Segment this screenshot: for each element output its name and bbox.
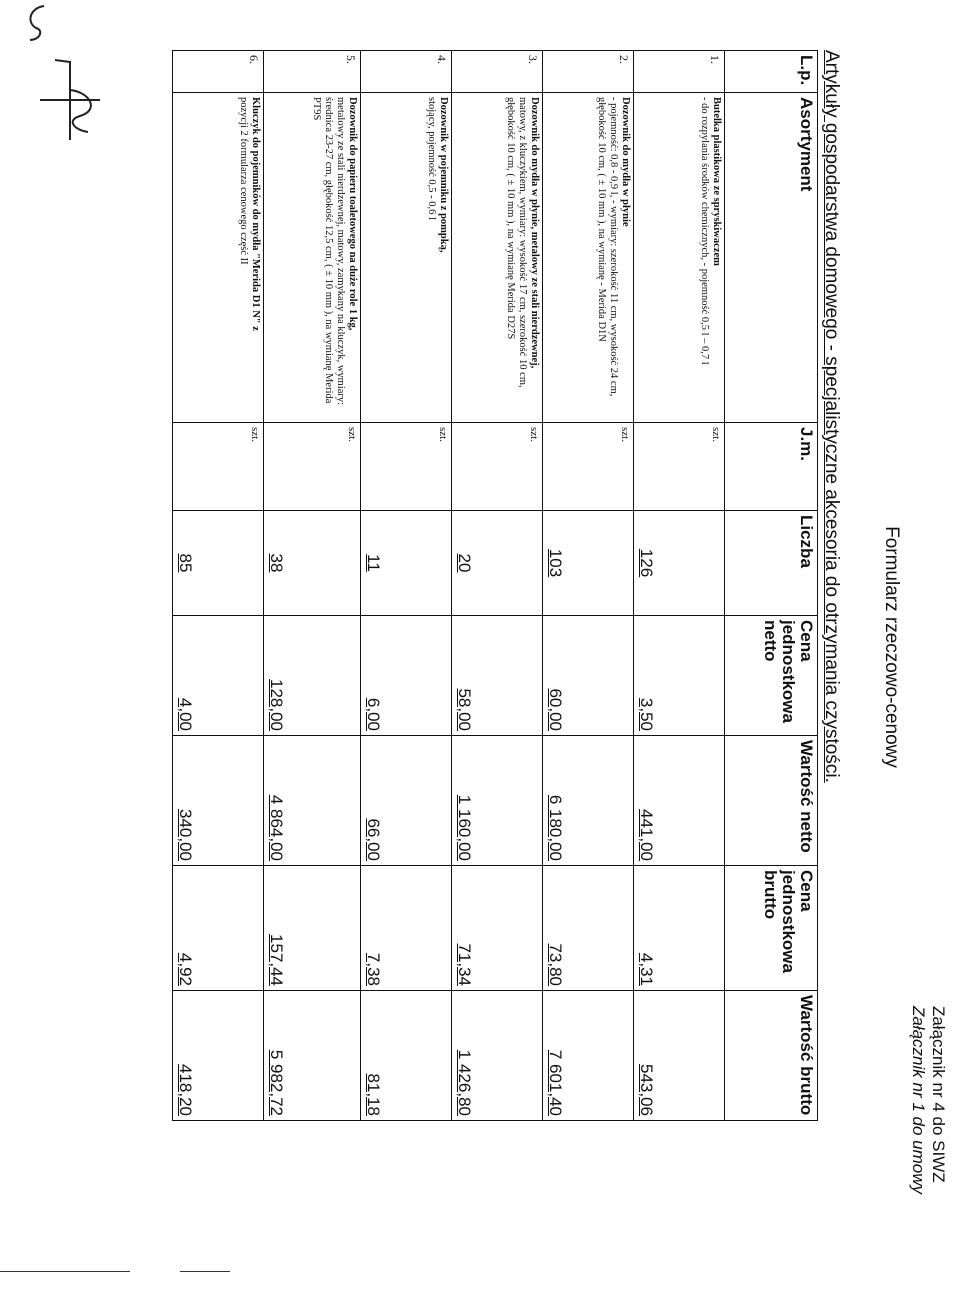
gross-value: 7 601,40	[546, 1049, 565, 1116]
col-qty: Liczba	[725, 511, 818, 616]
qty-value: 103	[546, 548, 565, 578]
unit-net-value: 6,00	[364, 697, 383, 731]
row-gross-value	[361, 991, 452, 1121]
row-lp: 6.	[173, 51, 264, 93]
unit-gross-value: 4,92	[176, 952, 195, 986]
unit-net-value: 60,00	[546, 688, 565, 731]
attachment-contract: Załącznik nr 1 do umowy	[909, 1005, 928, 1194]
item-details: matowy, z kluczykiem, wymiary: wysokość 17 cm, szerokość 10 cm, głębokość 10 cm, ( ± 10 mm ), na wymianę Merida D27S	[505, 97, 528, 388]
unit-net-value: 4,00	[176, 697, 195, 731]
row-unit: szt.	[361, 423, 452, 511]
row-unit-gross	[361, 866, 452, 991]
row-lp: 2.	[543, 51, 634, 93]
gross-value: 5 982,72	[267, 1049, 286, 1116]
scan-edge-line	[180, 1271, 230, 1272]
row-gross-value	[264, 991, 361, 1121]
row-net-value	[543, 736, 634, 866]
row-item	[452, 93, 543, 423]
row-qty	[452, 511, 543, 616]
item-details: metalowy ze stali nierdzewnej, matowy, zamykany na kluczyk, wymiary: średnica 23-27 cm, głębokość 12,5 cm, ( ± 10 mm ), na wymianę Merida PT9S	[311, 97, 346, 406]
table-row	[173, 51, 264, 1121]
net-value: 1 160,00	[455, 794, 474, 861]
col-unit-gross: Cena jednostkowa brutto	[725, 866, 818, 991]
row-qty	[634, 511, 725, 616]
row-qty	[543, 511, 634, 616]
row-unit: szt.	[452, 423, 543, 511]
row-unit-gross	[173, 866, 264, 991]
qty-value: 38	[267, 553, 286, 573]
attachment-header	[908, 1006, 948, 1194]
table-header-row	[725, 51, 818, 1121]
unit-net-value: 3,50	[637, 697, 656, 731]
col-lp: L.p.	[725, 51, 818, 93]
gross-value: 81,18	[364, 1073, 383, 1116]
net-value: 441,00	[637, 809, 656, 861]
unit-gross-value: 7,38	[364, 952, 383, 986]
row-qty	[173, 511, 264, 616]
item-details: pozycji 2 formularza cenowego część II	[238, 97, 249, 265]
item-details: - pojemność: 0,8 - 0,9 l, - wymiary: szerokość 11 cm, wysokość 24 cm, głębokość 10 cm, ( ± 10 mm ), na wymianę - Merida D1N	[596, 97, 619, 397]
row-item	[361, 93, 452, 423]
row-lp: 5.	[264, 51, 361, 93]
table-row	[543, 51, 634, 1121]
row-item	[543, 93, 634, 423]
table-row	[452, 51, 543, 1121]
row-unit-net	[264, 616, 361, 736]
unit-gross-value: 4,31	[637, 952, 656, 986]
row-unit: szt.	[543, 423, 634, 511]
row-unit-gross	[264, 866, 361, 991]
price-table	[172, 50, 818, 1121]
row-item	[634, 93, 725, 423]
row-lp: 3.	[452, 51, 543, 93]
gross-value: 1 426,80	[455, 1049, 474, 1116]
row-item	[173, 93, 264, 423]
table-row	[264, 51, 361, 1121]
gross-value: 543,06	[637, 1064, 656, 1116]
qty-value: 85	[176, 553, 195, 573]
gross-value: 418,20	[176, 1064, 195, 1116]
scan-edge-line	[0, 1271, 130, 1272]
row-lp: 4.	[361, 51, 452, 93]
col-unit: J.m.	[725, 423, 818, 511]
item-name: Dozownik do papieru toaletowego na duże role 1 kg,	[347, 97, 358, 331]
row-unit: szt.	[634, 423, 725, 511]
col-net-value: Wartość netto	[725, 736, 818, 866]
row-qty	[361, 511, 452, 616]
unit-gross-value: 71,34	[455, 943, 474, 986]
net-value: 4 864,00	[267, 794, 286, 861]
form-title: Formularz rzeczowo-cenowy	[881, 526, 902, 768]
row-net-value	[173, 736, 264, 866]
row-unit-net	[452, 616, 543, 736]
row-unit-gross	[543, 866, 634, 991]
qty-value: 126	[637, 548, 656, 578]
qty-value: 20	[455, 553, 474, 573]
unit-net-value: 58,00	[455, 688, 474, 731]
row-gross-value	[543, 991, 634, 1121]
table-row	[361, 51, 452, 1121]
unit-gross-value: 157,44	[267, 934, 286, 986]
attachment-siwz: Załącznik nr 4 do SIWZ	[929, 1005, 948, 1183]
col-gross-value: Wartość brutto	[725, 991, 818, 1121]
qty-value: 11	[364, 554, 383, 572]
row-net-value	[452, 736, 543, 866]
row-lp: 1.	[634, 51, 725, 93]
item-name: Dozownik do mydła w płynie, metalowy ze stali nierdzewnej,	[529, 97, 540, 369]
item-name: Butelka plastikowa ze spryskiwaczem	[711, 97, 722, 266]
net-value: 340,00	[176, 809, 195, 861]
table-row	[634, 51, 725, 1121]
row-gross-value	[452, 991, 543, 1121]
net-value: 66,00	[364, 818, 383, 861]
row-unit-gross	[452, 866, 543, 991]
row-qty	[264, 511, 361, 616]
row-unit-gross	[634, 866, 725, 991]
section-title: Artykuły gospodarstwa domowego - specjalistyczne akcesoria do otrzymania czystości.	[821, 50, 842, 783]
row-unit: szt.	[173, 423, 264, 511]
row-net-value	[361, 736, 452, 866]
item-details: - do rozpylania środków chemicznych, - pojemność 0,5 l – 0,7 l	[699, 97, 710, 365]
row-gross-value	[634, 991, 725, 1121]
item-details: stojący, pojemność 0,5 - 0,6 l	[426, 97, 437, 220]
col-unit-net: Cena jednostkowa netto	[725, 616, 818, 736]
item-name: Dozownik do mydła w płynie	[620, 97, 631, 227]
col-item: Asortyment	[725, 93, 818, 423]
row-unit-net	[173, 616, 264, 736]
item-name: Kluczyk do pojemników do mydła "Merida D1 N" z	[250, 97, 261, 331]
net-value: 6 180,00	[546, 794, 565, 861]
row-net-value	[264, 736, 361, 866]
row-item	[264, 93, 361, 423]
row-gross-value	[173, 991, 264, 1121]
item-name: Dozownik w pojemniku z pompką,	[438, 97, 449, 253]
row-unit-net	[361, 616, 452, 736]
unit-gross-value: 73,80	[546, 943, 565, 986]
row-unit-net	[543, 616, 634, 736]
row-unit: szt.	[264, 423, 361, 511]
unit-net-value: 128,00	[267, 679, 286, 731]
row-net-value	[634, 736, 725, 866]
row-unit-net	[634, 616, 725, 736]
